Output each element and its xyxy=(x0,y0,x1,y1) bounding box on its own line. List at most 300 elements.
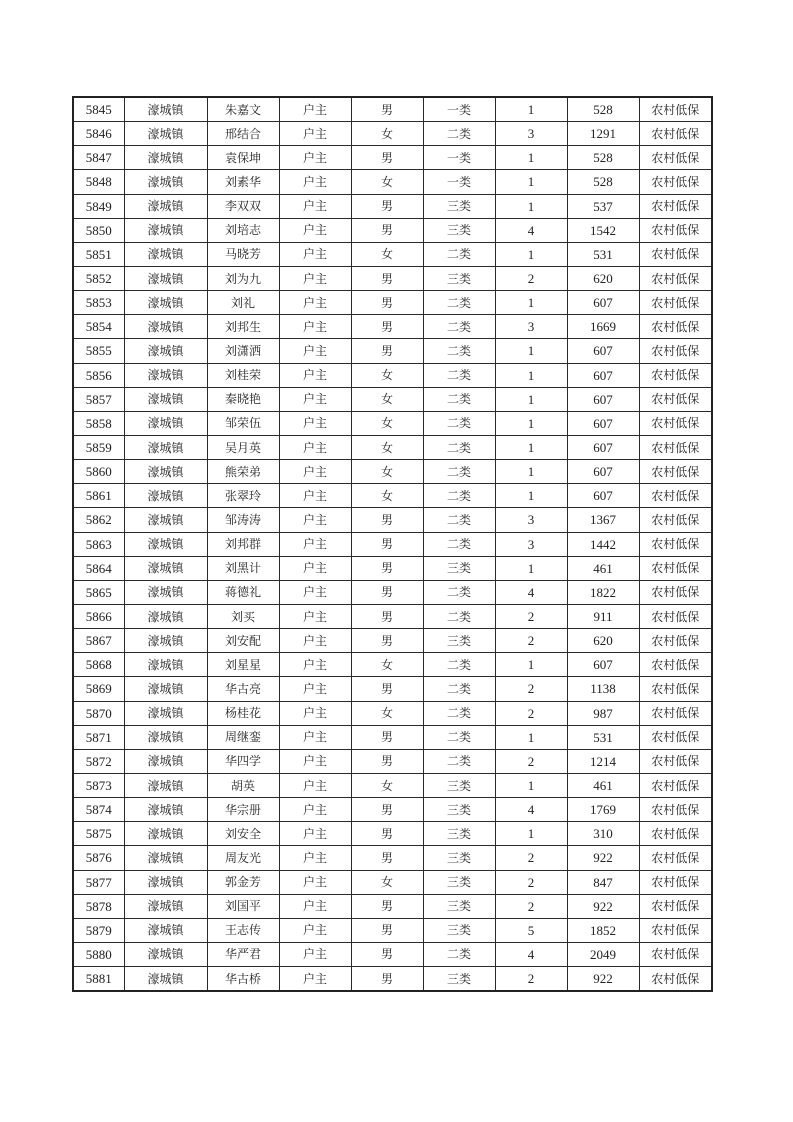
cell-id: 5860 xyxy=(73,460,124,484)
cell-category: 二类 xyxy=(423,725,495,749)
cell-role: 户主 xyxy=(279,967,351,992)
cell-role: 户主 xyxy=(279,484,351,508)
cell-amount: 537 xyxy=(567,194,639,218)
cell-amount: 531 xyxy=(567,242,639,266)
cell-town: 濠城镇 xyxy=(124,701,207,725)
cell-type: 农村低保 xyxy=(639,460,712,484)
cell-gender: 男 xyxy=(351,532,423,556)
cell-role: 户主 xyxy=(279,387,351,411)
table-row xyxy=(73,122,712,146)
cell-id: 5866 xyxy=(73,604,124,628)
cell-category: 二类 xyxy=(423,508,495,532)
cell-town: 濠城镇 xyxy=(124,508,207,532)
cell-category: 二类 xyxy=(423,484,495,508)
cell-members: 3 xyxy=(495,315,567,339)
cell-members: 4 xyxy=(495,580,567,604)
table-row xyxy=(73,725,712,749)
cell-role: 户主 xyxy=(279,653,351,677)
cell-type: 农村低保 xyxy=(639,508,712,532)
cell-id: 5849 xyxy=(73,194,124,218)
cell-type: 农村低保 xyxy=(639,411,712,435)
cell-id: 5853 xyxy=(73,291,124,315)
cell-role: 户主 xyxy=(279,532,351,556)
cell-amount: 1367 xyxy=(567,508,639,532)
cell-amount: 1442 xyxy=(567,532,639,556)
cell-gender: 男 xyxy=(351,339,423,363)
cell-amount: 528 xyxy=(567,170,639,194)
cell-id: 5879 xyxy=(73,918,124,942)
cell-amount: 620 xyxy=(567,266,639,290)
cell-id: 5878 xyxy=(73,894,124,918)
cell-role: 户主 xyxy=(279,508,351,532)
cell-id: 5858 xyxy=(73,411,124,435)
cell-gender: 男 xyxy=(351,508,423,532)
cell-category: 二类 xyxy=(423,435,495,459)
cell-town: 濠城镇 xyxy=(124,918,207,942)
cell-name: 周友光 xyxy=(207,846,279,870)
cell-role: 户主 xyxy=(279,942,351,966)
cell-category: 二类 xyxy=(423,532,495,556)
table-row xyxy=(73,315,712,339)
cell-town: 濠城镇 xyxy=(124,942,207,966)
cell-type: 农村低保 xyxy=(639,194,712,218)
cell-town: 濠城镇 xyxy=(124,604,207,628)
cell-role: 户主 xyxy=(279,411,351,435)
cell-name: 袁保坤 xyxy=(207,146,279,170)
cell-id: 5872 xyxy=(73,749,124,773)
cell-type: 农村低保 xyxy=(639,967,712,992)
cell-role: 户主 xyxy=(279,580,351,604)
cell-category: 三类 xyxy=(423,266,495,290)
cell-members: 3 xyxy=(495,532,567,556)
cell-category: 二类 xyxy=(423,604,495,628)
cell-town: 濠城镇 xyxy=(124,653,207,677)
cell-town: 濠城镇 xyxy=(124,846,207,870)
cell-id: 5856 xyxy=(73,363,124,387)
cell-gender: 男 xyxy=(351,846,423,870)
cell-id: 5876 xyxy=(73,846,124,870)
cell-name: 华宗册 xyxy=(207,798,279,822)
table-row xyxy=(73,701,712,725)
cell-category: 一类 xyxy=(423,97,495,122)
cell-name: 朱嘉文 xyxy=(207,97,279,122)
cell-members: 1 xyxy=(495,291,567,315)
cell-gender: 男 xyxy=(351,798,423,822)
cell-id: 5852 xyxy=(73,266,124,290)
cell-town: 濠城镇 xyxy=(124,363,207,387)
cell-type: 农村低保 xyxy=(639,218,712,242)
cell-town: 濠城镇 xyxy=(124,387,207,411)
cell-amount: 461 xyxy=(567,556,639,580)
cell-town: 濠城镇 xyxy=(124,315,207,339)
cell-gender: 女 xyxy=(351,122,423,146)
cell-type: 农村低保 xyxy=(639,242,712,266)
cell-role: 户主 xyxy=(279,435,351,459)
cell-amount: 911 xyxy=(567,604,639,628)
cell-gender: 男 xyxy=(351,97,423,122)
table-row xyxy=(73,870,712,894)
cell-type: 农村低保 xyxy=(639,122,712,146)
cell-amount: 607 xyxy=(567,387,639,411)
cell-name: 杨桂花 xyxy=(207,701,279,725)
cell-amount: 1138 xyxy=(567,677,639,701)
cell-gender: 女 xyxy=(351,435,423,459)
cell-id: 5848 xyxy=(73,170,124,194)
cell-gender: 女 xyxy=(351,460,423,484)
cell-gender: 女 xyxy=(351,242,423,266)
cell-role: 户主 xyxy=(279,339,351,363)
cell-category: 三类 xyxy=(423,822,495,846)
table-row xyxy=(73,653,712,677)
cell-role: 户主 xyxy=(279,870,351,894)
table-row xyxy=(73,411,712,435)
cell-amount: 620 xyxy=(567,629,639,653)
cell-id: 5854 xyxy=(73,315,124,339)
cell-amount: 531 xyxy=(567,725,639,749)
cell-members: 2 xyxy=(495,677,567,701)
cell-type: 农村低保 xyxy=(639,387,712,411)
cell-town: 濠城镇 xyxy=(124,242,207,266)
cell-name: 华严君 xyxy=(207,942,279,966)
cell-type: 农村低保 xyxy=(639,725,712,749)
cell-members: 2 xyxy=(495,967,567,992)
cell-members: 1 xyxy=(495,97,567,122)
cell-id: 5873 xyxy=(73,773,124,797)
cell-town: 濠城镇 xyxy=(124,894,207,918)
cell-id: 5880 xyxy=(73,942,124,966)
cell-type: 农村低保 xyxy=(639,170,712,194)
cell-type: 农村低保 xyxy=(639,484,712,508)
cell-members: 4 xyxy=(495,798,567,822)
cell-type: 农村低保 xyxy=(639,580,712,604)
cell-gender: 女 xyxy=(351,701,423,725)
cell-members: 2 xyxy=(495,604,567,628)
cell-id: 5851 xyxy=(73,242,124,266)
table-row xyxy=(73,242,712,266)
cell-town: 濠城镇 xyxy=(124,556,207,580)
cell-id: 5850 xyxy=(73,218,124,242)
cell-category: 二类 xyxy=(423,315,495,339)
cell-members: 1 xyxy=(495,484,567,508)
cell-amount: 607 xyxy=(567,460,639,484)
cell-town: 濠城镇 xyxy=(124,749,207,773)
cell-name: 刘星星 xyxy=(207,653,279,677)
cell-role: 户主 xyxy=(279,798,351,822)
cell-amount: 461 xyxy=(567,773,639,797)
cell-type: 农村低保 xyxy=(639,604,712,628)
cell-members: 1 xyxy=(495,435,567,459)
cell-role: 户主 xyxy=(279,556,351,580)
table-row xyxy=(73,604,712,628)
cell-gender: 女 xyxy=(351,411,423,435)
cell-members: 1 xyxy=(495,194,567,218)
cell-role: 户主 xyxy=(279,629,351,653)
cell-category: 三类 xyxy=(423,798,495,822)
cell-type: 农村低保 xyxy=(639,146,712,170)
table-row xyxy=(73,894,712,918)
cell-id: 5877 xyxy=(73,870,124,894)
cell-category: 三类 xyxy=(423,846,495,870)
cell-amount: 607 xyxy=(567,339,639,363)
cell-type: 农村低保 xyxy=(639,846,712,870)
cell-gender: 男 xyxy=(351,749,423,773)
cell-id: 5859 xyxy=(73,435,124,459)
cell-amount: 528 xyxy=(567,146,639,170)
cell-amount: 528 xyxy=(567,97,639,122)
cell-id: 5871 xyxy=(73,725,124,749)
cell-amount: 607 xyxy=(567,435,639,459)
cell-amount: 922 xyxy=(567,846,639,870)
cell-name: 华古桥 xyxy=(207,967,279,992)
cell-amount: 922 xyxy=(567,894,639,918)
cell-members: 2 xyxy=(495,846,567,870)
cell-amount: 2049 xyxy=(567,942,639,966)
cell-category: 二类 xyxy=(423,363,495,387)
table-row xyxy=(73,677,712,701)
cell-members: 1 xyxy=(495,460,567,484)
cell-category: 三类 xyxy=(423,629,495,653)
cell-name: 刘买 xyxy=(207,604,279,628)
table-row xyxy=(73,846,712,870)
cell-role: 户主 xyxy=(279,677,351,701)
cell-category: 三类 xyxy=(423,870,495,894)
cell-role: 户主 xyxy=(279,725,351,749)
cell-id: 5861 xyxy=(73,484,124,508)
cell-town: 濠城镇 xyxy=(124,532,207,556)
cell-town: 濠城镇 xyxy=(124,170,207,194)
cell-id: 5867 xyxy=(73,629,124,653)
cell-members: 1 xyxy=(495,170,567,194)
table-row xyxy=(73,170,712,194)
cell-town: 濠城镇 xyxy=(124,870,207,894)
cell-members: 1 xyxy=(495,146,567,170)
cell-type: 农村低保 xyxy=(639,291,712,315)
table-row xyxy=(73,508,712,532)
cell-role: 户主 xyxy=(279,266,351,290)
cell-name: 吴月英 xyxy=(207,435,279,459)
cell-role: 户主 xyxy=(279,822,351,846)
cell-gender: 男 xyxy=(351,194,423,218)
cell-name: 刘安配 xyxy=(207,629,279,653)
cell-category: 二类 xyxy=(423,701,495,725)
cell-role: 户主 xyxy=(279,97,351,122)
cell-gender: 男 xyxy=(351,580,423,604)
table-row xyxy=(73,822,712,846)
cell-id: 5855 xyxy=(73,339,124,363)
cell-gender: 女 xyxy=(351,870,423,894)
cell-category: 二类 xyxy=(423,387,495,411)
table-row xyxy=(73,942,712,966)
cell-members: 1 xyxy=(495,773,567,797)
cell-gender: 男 xyxy=(351,604,423,628)
cell-name: 王志传 xyxy=(207,918,279,942)
cell-name: 邹荣伍 xyxy=(207,411,279,435)
cell-category: 三类 xyxy=(423,967,495,992)
cell-amount: 1291 xyxy=(567,122,639,146)
cell-town: 濠城镇 xyxy=(124,435,207,459)
cell-name: 邢结合 xyxy=(207,122,279,146)
cell-amount: 310 xyxy=(567,822,639,846)
cell-gender: 女 xyxy=(351,387,423,411)
table-row xyxy=(73,218,712,242)
cell-town: 濠城镇 xyxy=(124,629,207,653)
cell-town: 濠城镇 xyxy=(124,460,207,484)
cell-gender: 男 xyxy=(351,556,423,580)
cell-gender: 男 xyxy=(351,894,423,918)
cell-amount: 1669 xyxy=(567,315,639,339)
cell-members: 1 xyxy=(495,653,567,677)
cell-amount: 987 xyxy=(567,701,639,725)
cell-role: 户主 xyxy=(279,242,351,266)
cell-category: 一类 xyxy=(423,170,495,194)
cell-gender: 男 xyxy=(351,677,423,701)
cell-gender: 男 xyxy=(351,967,423,992)
table-row xyxy=(73,291,712,315)
cell-id: 5869 xyxy=(73,677,124,701)
cell-type: 农村低保 xyxy=(639,435,712,459)
table-row xyxy=(73,194,712,218)
cell-members: 2 xyxy=(495,870,567,894)
cell-category: 二类 xyxy=(423,291,495,315)
cell-members: 2 xyxy=(495,894,567,918)
cell-id: 5868 xyxy=(73,653,124,677)
cell-gender: 男 xyxy=(351,725,423,749)
table-row xyxy=(73,266,712,290)
cell-id: 5847 xyxy=(73,146,124,170)
cell-gender: 男 xyxy=(351,291,423,315)
cell-town: 濠城镇 xyxy=(124,822,207,846)
cell-role: 户主 xyxy=(279,291,351,315)
cell-type: 农村低保 xyxy=(639,701,712,725)
cell-type: 农村低保 xyxy=(639,556,712,580)
cell-amount: 1822 xyxy=(567,580,639,604)
cell-members: 1 xyxy=(495,387,567,411)
cell-town: 濠城镇 xyxy=(124,146,207,170)
cell-members: 2 xyxy=(495,266,567,290)
cell-category: 二类 xyxy=(423,749,495,773)
cell-name: 华四学 xyxy=(207,749,279,773)
cell-amount: 607 xyxy=(567,411,639,435)
cell-name: 刘黑计 xyxy=(207,556,279,580)
cell-name: 刘邦生 xyxy=(207,315,279,339)
cell-role: 户主 xyxy=(279,218,351,242)
cell-name: 蒋德礼 xyxy=(207,580,279,604)
cell-category: 二类 xyxy=(423,942,495,966)
table-body xyxy=(73,97,712,991)
table-row xyxy=(73,556,712,580)
welfare-table xyxy=(72,96,713,992)
cell-gender: 女 xyxy=(351,773,423,797)
cell-role: 户主 xyxy=(279,122,351,146)
cell-type: 农村低保 xyxy=(639,532,712,556)
cell-name: 李双双 xyxy=(207,194,279,218)
cell-category: 三类 xyxy=(423,894,495,918)
cell-members: 4 xyxy=(495,942,567,966)
cell-role: 户主 xyxy=(279,604,351,628)
cell-name: 刘潇洒 xyxy=(207,339,279,363)
cell-category: 三类 xyxy=(423,194,495,218)
cell-category: 二类 xyxy=(423,677,495,701)
cell-members: 1 xyxy=(495,339,567,363)
cell-name: 熊荣弟 xyxy=(207,460,279,484)
cell-type: 农村低保 xyxy=(639,363,712,387)
cell-role: 户主 xyxy=(279,146,351,170)
cell-role: 户主 xyxy=(279,194,351,218)
cell-town: 濠城镇 xyxy=(124,798,207,822)
cell-members: 1 xyxy=(495,363,567,387)
cell-members: 2 xyxy=(495,749,567,773)
cell-role: 户主 xyxy=(279,460,351,484)
table-row xyxy=(73,773,712,797)
cell-amount: 847 xyxy=(567,870,639,894)
cell-category: 二类 xyxy=(423,122,495,146)
cell-role: 户主 xyxy=(279,170,351,194)
cell-gender: 男 xyxy=(351,918,423,942)
cell-category: 三类 xyxy=(423,918,495,942)
cell-id: 5865 xyxy=(73,580,124,604)
cell-members: 1 xyxy=(495,411,567,435)
cell-members: 1 xyxy=(495,556,567,580)
cell-members: 2 xyxy=(495,701,567,725)
cell-name: 郭金芳 xyxy=(207,870,279,894)
table-row xyxy=(73,532,712,556)
cell-town: 濠城镇 xyxy=(124,677,207,701)
table-row xyxy=(73,387,712,411)
cell-gender: 男 xyxy=(351,942,423,966)
cell-town: 濠城镇 xyxy=(124,773,207,797)
cell-amount: 922 xyxy=(567,967,639,992)
cell-id: 5881 xyxy=(73,967,124,992)
table-row xyxy=(73,629,712,653)
cell-gender: 女 xyxy=(351,363,423,387)
cell-members: 1 xyxy=(495,242,567,266)
cell-amount: 1542 xyxy=(567,218,639,242)
cell-type: 农村低保 xyxy=(639,894,712,918)
cell-type: 农村低保 xyxy=(639,942,712,966)
cell-amount: 607 xyxy=(567,291,639,315)
cell-town: 濠城镇 xyxy=(124,580,207,604)
cell-name: 刘培志 xyxy=(207,218,279,242)
cell-name: 刘素华 xyxy=(207,170,279,194)
cell-town: 濠城镇 xyxy=(124,725,207,749)
cell-type: 农村低保 xyxy=(639,339,712,363)
table-row xyxy=(73,339,712,363)
cell-gender: 女 xyxy=(351,653,423,677)
table-row xyxy=(73,798,712,822)
cell-name: 周继銮 xyxy=(207,725,279,749)
cell-name: 华古亮 xyxy=(207,677,279,701)
cell-id: 5864 xyxy=(73,556,124,580)
table-row xyxy=(73,146,712,170)
cell-type: 农村低保 xyxy=(639,629,712,653)
cell-name: 刘礼 xyxy=(207,291,279,315)
cell-id: 5863 xyxy=(73,532,124,556)
cell-gender: 男 xyxy=(351,146,423,170)
cell-town: 濠城镇 xyxy=(124,122,207,146)
cell-town: 濠城镇 xyxy=(124,339,207,363)
table-row xyxy=(73,967,712,992)
cell-category: 三类 xyxy=(423,773,495,797)
table-row xyxy=(73,918,712,942)
cell-gender: 男 xyxy=(351,822,423,846)
cell-amount: 607 xyxy=(567,363,639,387)
cell-type: 农村低保 xyxy=(639,677,712,701)
cell-amount: 1852 xyxy=(567,918,639,942)
cell-amount: 1214 xyxy=(567,749,639,773)
cell-name: 刘桂荣 xyxy=(207,363,279,387)
cell-id: 5857 xyxy=(73,387,124,411)
cell-id: 5862 xyxy=(73,508,124,532)
